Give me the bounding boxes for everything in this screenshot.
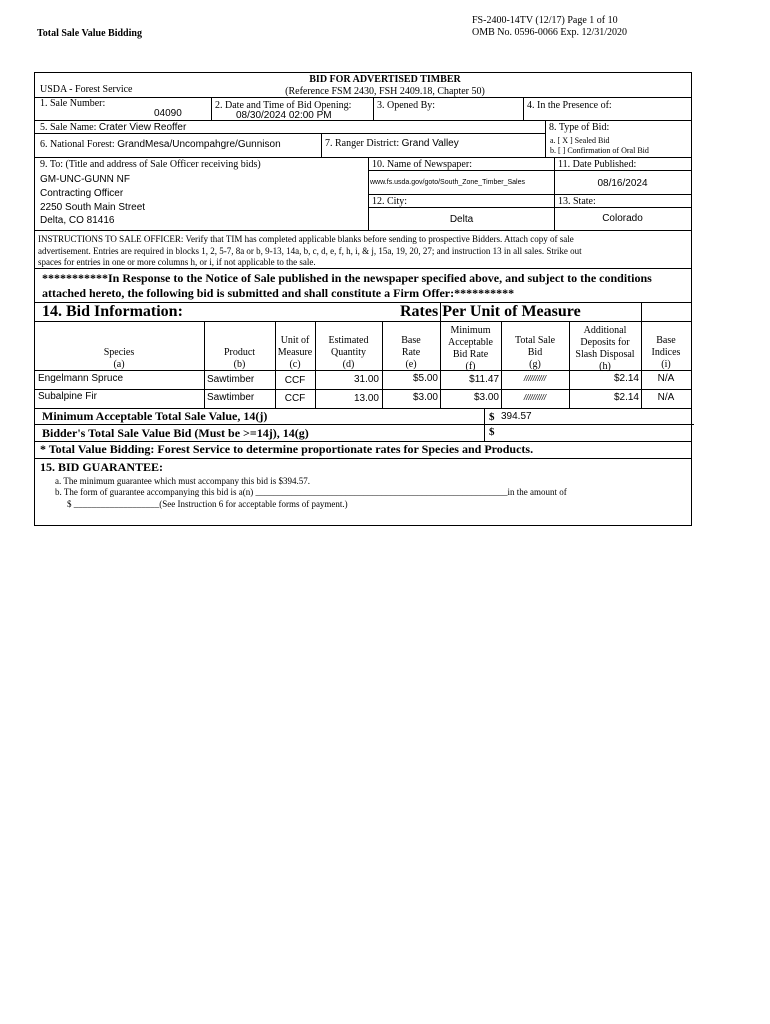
date-published[interactable]: 08/16/2024 xyxy=(597,178,648,189)
row1-qty[interactable]: 31.00 xyxy=(353,374,379,385)
row2-indices[interactable]: N/A xyxy=(657,392,675,403)
national-forest-field xyxy=(40,139,281,150)
rates-title: Rates Per Unit of Measure xyxy=(400,303,581,320)
col-base-indices: Base Indices (i) xyxy=(651,335,681,370)
col-species: Species (a) xyxy=(103,347,135,370)
bid-opening-label: 2. Date and Time of Bid Opening: xyxy=(215,100,352,111)
col-min-bid-rate: Minimum Acceptable Bid Rate (f) xyxy=(448,325,493,372)
ranger-district-field xyxy=(325,138,459,149)
national-forest[interactable]: GrandMesa/Uncompahgre/Gunnison xyxy=(117,139,281,150)
bidder-total-input[interactable] xyxy=(500,426,688,439)
row2-deposit[interactable]: $2.14 xyxy=(613,392,639,403)
row1-indices[interactable]: N/A xyxy=(657,373,675,384)
to-line-3[interactable]: 2250 South Main Street xyxy=(40,202,146,213)
to-line-1[interactable]: GM-UNC-GUNN NF xyxy=(40,174,130,185)
row2-product[interactable]: Sawtimber xyxy=(207,392,255,403)
bid-guarantee-title: 15. BID GUARANTEE: xyxy=(40,460,164,474)
firm-offer-line-1: ***********In Response to the Notice of Sale published in the newspaper specified above, and subject to the conditions xyxy=(42,271,652,285)
to-line-4[interactable]: Delta, CO 81416 xyxy=(40,215,115,226)
min-total-value[interactable]: 394.57 xyxy=(501,411,532,422)
row2-total[interactable]: ////////// xyxy=(523,393,547,402)
instructions-line-2: advertisement. Entries are required in blocks 1, 2, 5-7, 8a or b, 9-13, 14a, b, c, d, e, f, h, i, & j, 15a, 19, 20, 27; and instruction 13 in all sales. Strike out xyxy=(38,246,582,256)
opened-by-label: 3. Opened By: xyxy=(377,100,436,111)
col-total-sale-bid: Total Sale Bid (g) xyxy=(514,335,556,370)
newspaper-label: 10. Name of Newspaper: xyxy=(372,159,472,170)
bid-title: BID FOR ADVERTISED TIMBER xyxy=(309,74,461,85)
agency: USDA - Forest Service xyxy=(40,84,133,95)
state-label: 13. State: xyxy=(558,196,596,207)
total-value-note: * Total Value Bidding: Forest Service to determine proportionate rates for Species and Products. xyxy=(40,442,534,456)
instructions-line-1: INSTRUCTIONS TO SALE OFFICER: Verify that TIM has completed applicable blanks before sending to prospective Bidders. Attach copy of sale xyxy=(38,234,574,244)
to-label: 9. To: (Title and address of Sale Officer receiving bids) xyxy=(40,159,261,170)
guarantee-line-b[interactable]: b. The form of guarantee accompanying this bid is a(n) ________________________________________________________in the amount of xyxy=(55,487,567,497)
city-label: 12. City: xyxy=(372,196,408,207)
bid-info-title: 14. Bid Information: xyxy=(42,303,183,320)
min-total-dollar: $ xyxy=(489,411,495,423)
sale-name-label: 5. Sale Name: xyxy=(40,122,97,133)
city[interactable]: Delta xyxy=(449,214,474,225)
col-product: Product (b) xyxy=(223,347,256,370)
state[interactable]: Colorado xyxy=(602,213,643,224)
bidder-total-label: Bidder's Total Sale Value Bid (Must be >=14j), 14(g) xyxy=(42,426,309,440)
bid-type-label: 8. Type of Bid: xyxy=(549,122,610,133)
bid-reference: (Reference FSM 2430, FSH 2409.18, Chapter 50) xyxy=(285,86,485,97)
sale-name-field xyxy=(40,122,186,133)
newspaper[interactable]: www.fs.usda.gov/goto/South_Zone_Timber_Sales xyxy=(370,179,525,186)
omb-number: OMB No. 0596-0066 Exp. 12/31/2020 xyxy=(472,27,627,38)
to-line-2[interactable]: Contracting Officer xyxy=(40,188,124,199)
row1-species[interactable]: Engelmann Spruce xyxy=(38,373,124,384)
bidder-total-dollar: $ xyxy=(489,426,495,438)
sale-number-label: 1. Sale Number: xyxy=(40,98,106,109)
row1-base-rate[interactable]: $5.00 xyxy=(412,373,438,384)
row2-species[interactable]: Subalpine Fir xyxy=(38,391,97,402)
ranger-district[interactable]: Grand Valley xyxy=(401,138,459,149)
min-total-label: Minimum Acceptable Total Sale Value, 14(j) xyxy=(42,409,268,423)
col-base-rate: Base Rate (e) xyxy=(401,335,421,370)
form-title: Total Sale Value Bidding xyxy=(37,28,142,39)
col-slash-deposits: Additional Deposits for Slash Disposal (h) xyxy=(575,325,635,372)
presence-label: 4. In the Presence of: xyxy=(527,100,612,111)
ranger-district-label: 7. Ranger District: xyxy=(325,138,400,149)
firm-offer-line-2: attached hereto, the following bid is submitted and shall constitute a Firm Offer:********** xyxy=(42,286,515,300)
national-forest-label: 6. National Forest: xyxy=(40,139,115,150)
row1-deposit[interactable]: $2.14 xyxy=(613,373,639,384)
date-published-label: 11. Date Published: xyxy=(558,159,637,170)
bid-type-oral[interactable]: b. [ ] Confirmation of Oral Bid xyxy=(550,146,649,155)
row1-uom[interactable]: CCF xyxy=(284,375,306,386)
col-unit-of-measure: Unit of Measure (c) xyxy=(277,335,313,370)
row1-min-rate[interactable]: $11.47 xyxy=(469,374,499,385)
row2-min-rate[interactable]: $3.00 xyxy=(473,392,499,403)
row2-uom[interactable]: CCF xyxy=(284,393,306,404)
sale-number[interactable]: 04090 xyxy=(154,108,182,119)
guarantee-line-c[interactable]: $ ___________________(See Instruction 6 for acceptable forms of payment.) xyxy=(67,499,348,509)
col-estimated-quantity: Estimated Quantity (d) xyxy=(328,335,369,370)
form-number: FS-2400-14TV (12/17) Page 1 of 10 xyxy=(472,15,618,26)
row1-total[interactable]: ////////// xyxy=(523,374,547,383)
instructions-line-3: spaces for entries in one or more columns h, or i, if not applicable to the sale. xyxy=(38,257,316,267)
row1-product[interactable]: Sawtimber xyxy=(207,374,255,385)
row2-base-rate[interactable]: $3.00 xyxy=(412,392,438,403)
bid-opening-date[interactable]: 08/30/2024 02:00 PM xyxy=(236,110,332,121)
row2-qty[interactable]: 13.00 xyxy=(353,393,379,404)
guarantee-line-a: a. The minimum guarantee which must accompany this bid is $394.57. xyxy=(55,476,311,486)
bid-type-sealed[interactable]: a. [ X ] Sealed Bid xyxy=(550,136,610,145)
sale-name[interactable]: Crater View Reoffer xyxy=(98,122,187,133)
